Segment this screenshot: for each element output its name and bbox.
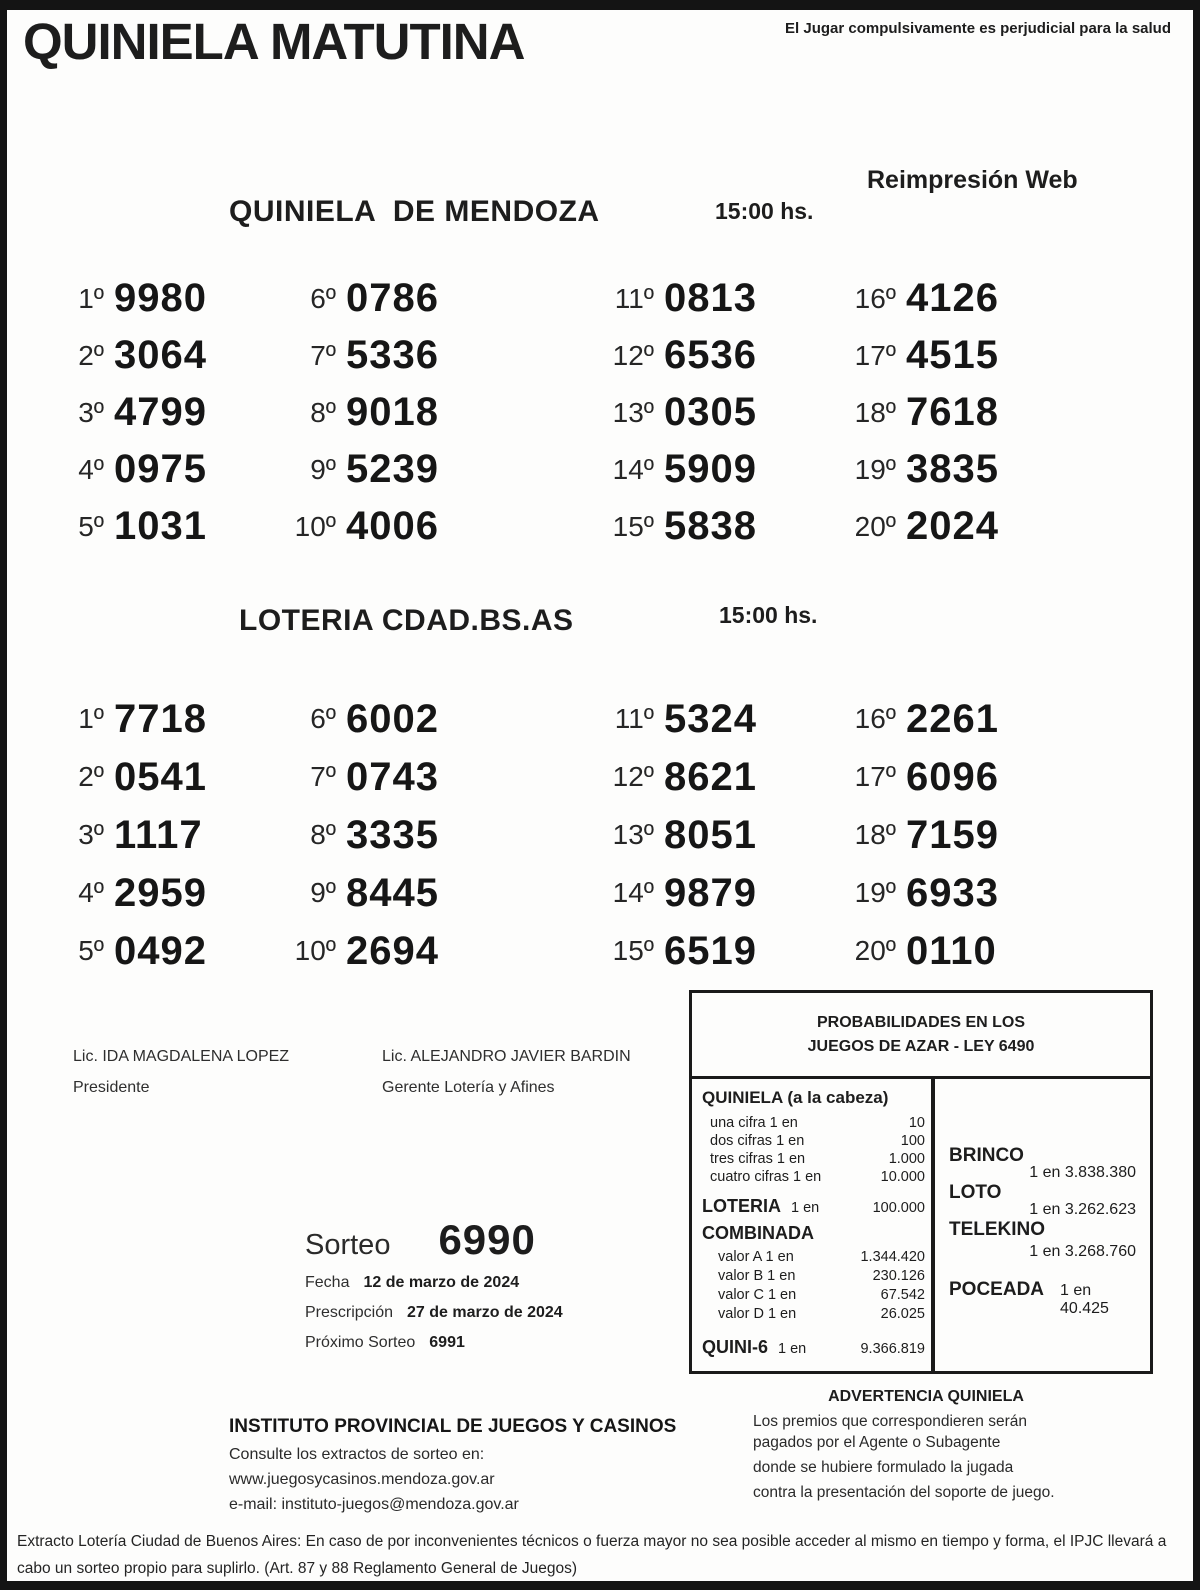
position-ordinal: 7º: [310, 761, 336, 792]
result-cell: [40, 384, 272, 441]
fecha-label: Fecha: [305, 1274, 350, 1291]
result-cell: [40, 748, 272, 806]
fecha-value: 12 de marzo de 2024: [363, 1274, 520, 1291]
result-cell: [272, 327, 590, 384]
result-cell: [832, 327, 1062, 384]
fecha-row: [305, 1274, 519, 1292]
odds-label: dos cifras 1 en: [710, 1133, 805, 1149]
winning-number: 9980: [114, 276, 207, 320]
result-cell: [272, 441, 590, 498]
game-name: QUINI-6: [702, 1337, 769, 1357]
odds-value: 26.025: [880, 1306, 925, 1322]
proximo-sorteo-row: [305, 1334, 465, 1352]
winning-number: 0786: [346, 276, 439, 320]
winning-number: 0743: [346, 754, 439, 799]
institute-email: e-mail: instituto-juegos@mendoza.gov.ar: [229, 1496, 519, 1513]
telekino-odds-row: [949, 1219, 1140, 1261]
result-cell: [832, 806, 1062, 864]
position-ordinal: 9º: [310, 453, 336, 485]
position-ordinal: 14º: [612, 453, 654, 485]
position-ordinal: 18º: [854, 396, 896, 428]
result-cell: [590, 806, 832, 864]
result-cell: [272, 498, 590, 555]
winning-number: 2694: [346, 928, 439, 973]
probabilities-box: [689, 990, 1153, 1374]
winning-number: 4006: [346, 504, 439, 548]
result-cell: [832, 690, 1062, 748]
position-ordinal: 17º: [854, 761, 896, 792]
institute-consult-line: Consulte los extractos de sorteo en:: [229, 1446, 485, 1463]
bsas-draw-time: 15:00 hs.: [719, 602, 818, 628]
odds-value: 67.542: [880, 1287, 925, 1303]
position-ordinal: 16º: [854, 703, 896, 734]
official-role: Presidente: [73, 1079, 150, 1096]
winning-number: 5838: [664, 504, 757, 548]
sorteo-label: Sorteo: [305, 1229, 391, 1261]
result-cell: [590, 748, 832, 806]
odds-value: 100: [900, 1133, 925, 1149]
position-ordinal: 5º: [78, 935, 104, 966]
odds-row: [702, 1248, 925, 1267]
result-cell: [590, 498, 832, 555]
odds-label: 1 en: [778, 1341, 807, 1357]
quini6-odds-row: [702, 1336, 925, 1360]
warning-line: contra la presentación del soporte de juego.: [753, 1484, 1055, 1501]
result-cell: [272, 748, 590, 806]
result-cell: [40, 864, 272, 922]
result-cell: [272, 806, 590, 864]
position-ordinal: 1º: [78, 703, 104, 734]
winning-number: 0492: [114, 928, 207, 973]
position-ordinal: 7º: [310, 339, 336, 371]
result-cell: [272, 384, 590, 441]
game-name: LOTO: [949, 1182, 1002, 1203]
position-ordinal: 12º: [612, 339, 654, 371]
result-cell: [40, 922, 272, 980]
institute-website: www.juegosycasinos.mendoza.gov.ar: [229, 1471, 495, 1488]
position-ordinal: 18º: [854, 819, 896, 850]
position-ordinal: 11º: [614, 282, 654, 314]
position-ordinal: 10º: [294, 510, 336, 542]
result-cell: [590, 690, 832, 748]
odds-label: una cifra 1 en: [710, 1115, 798, 1131]
position-ordinal: 15º: [612, 935, 654, 966]
official-name: Lic. IDA MAGDALENA LOPEZ: [73, 1048, 290, 1065]
winning-number: 0541: [114, 754, 207, 799]
winning-number: 2261: [906, 696, 999, 741]
odds-label: valor A 1 en: [718, 1249, 794, 1265]
game-name: POCEADA: [949, 1279, 1045, 1300]
position-ordinal: 6º: [310, 282, 336, 314]
odds-row: [702, 1132, 925, 1150]
warning-line: donde se hubiere formulado la jugada: [753, 1459, 1014, 1476]
position-ordinal: 20º: [854, 935, 896, 966]
winning-number: 2959: [114, 870, 207, 915]
odds-value: 230.126: [872, 1268, 925, 1284]
result-cell: [590, 922, 832, 980]
position-ordinal: 19º: [854, 877, 896, 908]
winning-number: 5336: [346, 333, 439, 377]
winning-number: 5909: [664, 447, 757, 491]
position-ordinal: 1º: [78, 282, 104, 314]
result-cell: [832, 498, 1062, 555]
winning-number: 6933: [906, 870, 999, 915]
result-cell: [40, 270, 272, 327]
warning-line: pagados por el Agente o Subagente: [753, 1434, 1001, 1451]
institute-block: [229, 1414, 676, 1517]
odds-value: 1 en 3.268.760: [1029, 1243, 1136, 1260]
position-ordinal: 11º: [614, 703, 654, 734]
sorteo-number: 6990: [438, 1216, 536, 1263]
odds-label: valor D 1 en: [718, 1306, 797, 1322]
winning-number: 3835: [906, 447, 999, 491]
winning-number: 0305: [664, 390, 757, 434]
position-ordinal: 19º: [854, 453, 896, 485]
mendoza-results-grid: [40, 270, 1062, 555]
odds-row: [702, 1168, 925, 1186]
odds-value: 1 en 40.425: [1060, 1282, 1109, 1317]
quiniela-odds-header: QUINIELA (a la cabeza): [702, 1088, 889, 1107]
position-ordinal: 4º: [78, 877, 104, 908]
position-ordinal: 5º: [78, 510, 104, 542]
odds-value: 1 en 3.838.380: [1029, 1164, 1136, 1181]
position-ordinal: 4º: [78, 453, 104, 485]
odds-label: valor C 1 en: [718, 1287, 797, 1303]
position-ordinal: 13º: [612, 819, 654, 850]
position-ordinal: 14º: [612, 877, 654, 908]
odds-row: [702, 1150, 925, 1168]
result-cell: [832, 441, 1062, 498]
official-name: Lic. ALEJANDRO JAVIER BARDIN: [382, 1048, 631, 1065]
winning-number: 6536: [664, 333, 757, 377]
bsas-draw-heading: LOTERIA CDAD.BS.AS: [239, 604, 574, 637]
combinada-header: COMBINADA: [702, 1223, 814, 1243]
odds-value: 1.000: [888, 1151, 925, 1167]
odds-label: tres cifras 1 en: [710, 1151, 806, 1167]
winning-number: 8445: [346, 870, 439, 915]
result-cell: [832, 864, 1062, 922]
result-cell: [832, 384, 1062, 441]
winning-number: 4126: [906, 276, 999, 320]
quiniela-warning-block: [753, 1388, 1099, 1505]
odds-value: 1.344.420: [860, 1249, 925, 1265]
warning-line: Los premios que correspondieren serán: [753, 1413, 1027, 1430]
winning-number: 5239: [346, 447, 439, 491]
result-cell: [40, 806, 272, 864]
bsas-results-grid: [40, 690, 1062, 980]
footer-disclaimer: Extracto Lotería Ciudad de Buenos Aires: En caso de por inconvenientes técnicos o fuerza mayor no sea posible acceder al mismo en tiempo y forma, el IPJC llevará a cabo un sorteo propio para suplirlo. (Art. 87 y 88 Reglamento General de Juegos): [17, 1533, 1167, 1577]
result-cell: [590, 327, 832, 384]
winning-number: 7718: [114, 696, 207, 741]
result-cell: [40, 441, 272, 498]
winning-number: 3335: [346, 812, 439, 857]
game-name: BRINCO: [949, 1145, 1024, 1166]
game-name: LOTERIA: [702, 1196, 781, 1216]
position-ordinal: 12º: [612, 761, 654, 792]
winning-number: 0110: [906, 928, 997, 973]
odds-row: [702, 1305, 925, 1324]
position-ordinal: 10º: [294, 935, 336, 966]
probabilities-left-column: [692, 1079, 935, 1374]
winning-number: 8051: [664, 812, 757, 857]
official-president: [73, 1048, 289, 1097]
poceada-odds-row: [949, 1279, 1140, 1318]
result-cell: [40, 498, 272, 555]
odds-row: [702, 1114, 925, 1132]
position-ordinal: 13º: [612, 396, 654, 428]
result-cell: [40, 327, 272, 384]
quiniela-warning-title: ADVERTENCIA QUINIELA: [828, 1388, 1024, 1405]
result-cell: [590, 384, 832, 441]
winning-number: 6519: [664, 928, 757, 973]
odds-label: 1 en: [791, 1200, 820, 1216]
position-ordinal: 2º: [78, 761, 104, 792]
winning-number: 0975: [114, 447, 207, 491]
winning-number: 7159: [906, 812, 999, 857]
probabilities-title-line2: JUEGOS DE AZAR - LEY 6490: [807, 1037, 1035, 1055]
winning-number: 0813: [664, 276, 757, 320]
result-cell: [590, 864, 832, 922]
probabilities-title-line1: PROBABILIDADES EN LOS: [816, 1013, 1025, 1031]
odds-label: cuatro cifras 1 en: [710, 1169, 822, 1185]
winning-number: 3064: [114, 333, 207, 377]
quiniela-warning-lines: [753, 1413, 1099, 1502]
reprint-web-label: Reimpresión Web: [867, 166, 1078, 194]
position-ordinal: 2º: [78, 339, 104, 371]
odds-label: valor B 1 en: [718, 1268, 796, 1284]
mendoza-draw-heading: QUINIELA DE MENDOZA: [229, 195, 600, 228]
result-cell: [40, 690, 272, 748]
result-cell: [590, 441, 832, 498]
winning-number: 7618: [906, 390, 999, 434]
sorteo-row: [305, 1216, 536, 1264]
institute-name: INSTITUTO PROVINCIAL DE JUEGOS Y CASINOS: [229, 1416, 677, 1437]
winning-number: 8621: [664, 754, 757, 799]
odds-row: [702, 1286, 925, 1305]
position-ordinal: 3º: [78, 396, 104, 428]
position-ordinal: 6º: [310, 703, 336, 734]
position-ordinal: 8º: [310, 396, 336, 428]
result-cell: [272, 922, 590, 980]
result-cell: [272, 864, 590, 922]
winning-number: 2024: [906, 504, 999, 548]
result-cell: [272, 270, 590, 327]
odds-value: 1 en 3.262.623: [1029, 1201, 1136, 1218]
odds-value: 100.000: [872, 1200, 925, 1216]
result-cell: [272, 690, 590, 748]
winning-number: 5324: [664, 696, 757, 741]
loteria-odds-row: [702, 1195, 925, 1219]
odds-value: 10: [908, 1115, 925, 1131]
position-ordinal: 3º: [78, 819, 104, 850]
health-warning-text: El Jugar compulsivamente es perjudicial para la salud: [785, 20, 1171, 37]
result-cell: [832, 270, 1062, 327]
winning-number: 4515: [906, 333, 999, 377]
loto-odds-row: [949, 1182, 1140, 1219]
winning-number: 4799: [114, 390, 207, 434]
proximo-sorteo-value: 6991: [429, 1334, 465, 1351]
official-role: Gerente Lotería y Afines: [382, 1079, 555, 1096]
prescripcion-row: [305, 1304, 563, 1322]
brinco-odds-row: [949, 1145, 1140, 1182]
probabilities-box-title: [692, 993, 1150, 1079]
result-cell: [832, 922, 1062, 980]
winning-number: 6096: [906, 754, 999, 799]
official-manager: [382, 1048, 631, 1097]
position-ordinal: 8º: [310, 819, 336, 850]
odds-row: [702, 1267, 925, 1286]
position-ordinal: 9º: [310, 877, 336, 908]
page-title: QUINIELA MATUTINA: [23, 13, 525, 70]
result-cell: [590, 270, 832, 327]
position-ordinal: 15º: [612, 510, 654, 542]
position-ordinal: 20º: [854, 510, 896, 542]
odds-value: 10.000: [880, 1169, 925, 1185]
game-name: TELEKINO: [949, 1219, 1046, 1240]
winning-number: 9018: [346, 390, 439, 434]
proximo-sorteo-label: Próximo Sorteo: [305, 1334, 416, 1351]
winning-number: 1031: [114, 504, 207, 548]
prescripcion-value: 27 de marzo de 2024: [407, 1304, 563, 1321]
position-ordinal: 16º: [854, 282, 896, 314]
position-ordinal: 17º: [854, 339, 896, 371]
odds-value: 9.366.819: [860, 1341, 925, 1357]
mendoza-draw-time: 15:00 hs.: [715, 198, 814, 224]
prescripcion-label: Prescripción: [305, 1304, 394, 1321]
result-cell: [832, 748, 1062, 806]
winning-number: 6002: [346, 696, 439, 741]
winning-number: 1117: [114, 812, 203, 857]
winning-number: 9879: [664, 870, 757, 915]
probabilities-right-column: [935, 1079, 1150, 1374]
